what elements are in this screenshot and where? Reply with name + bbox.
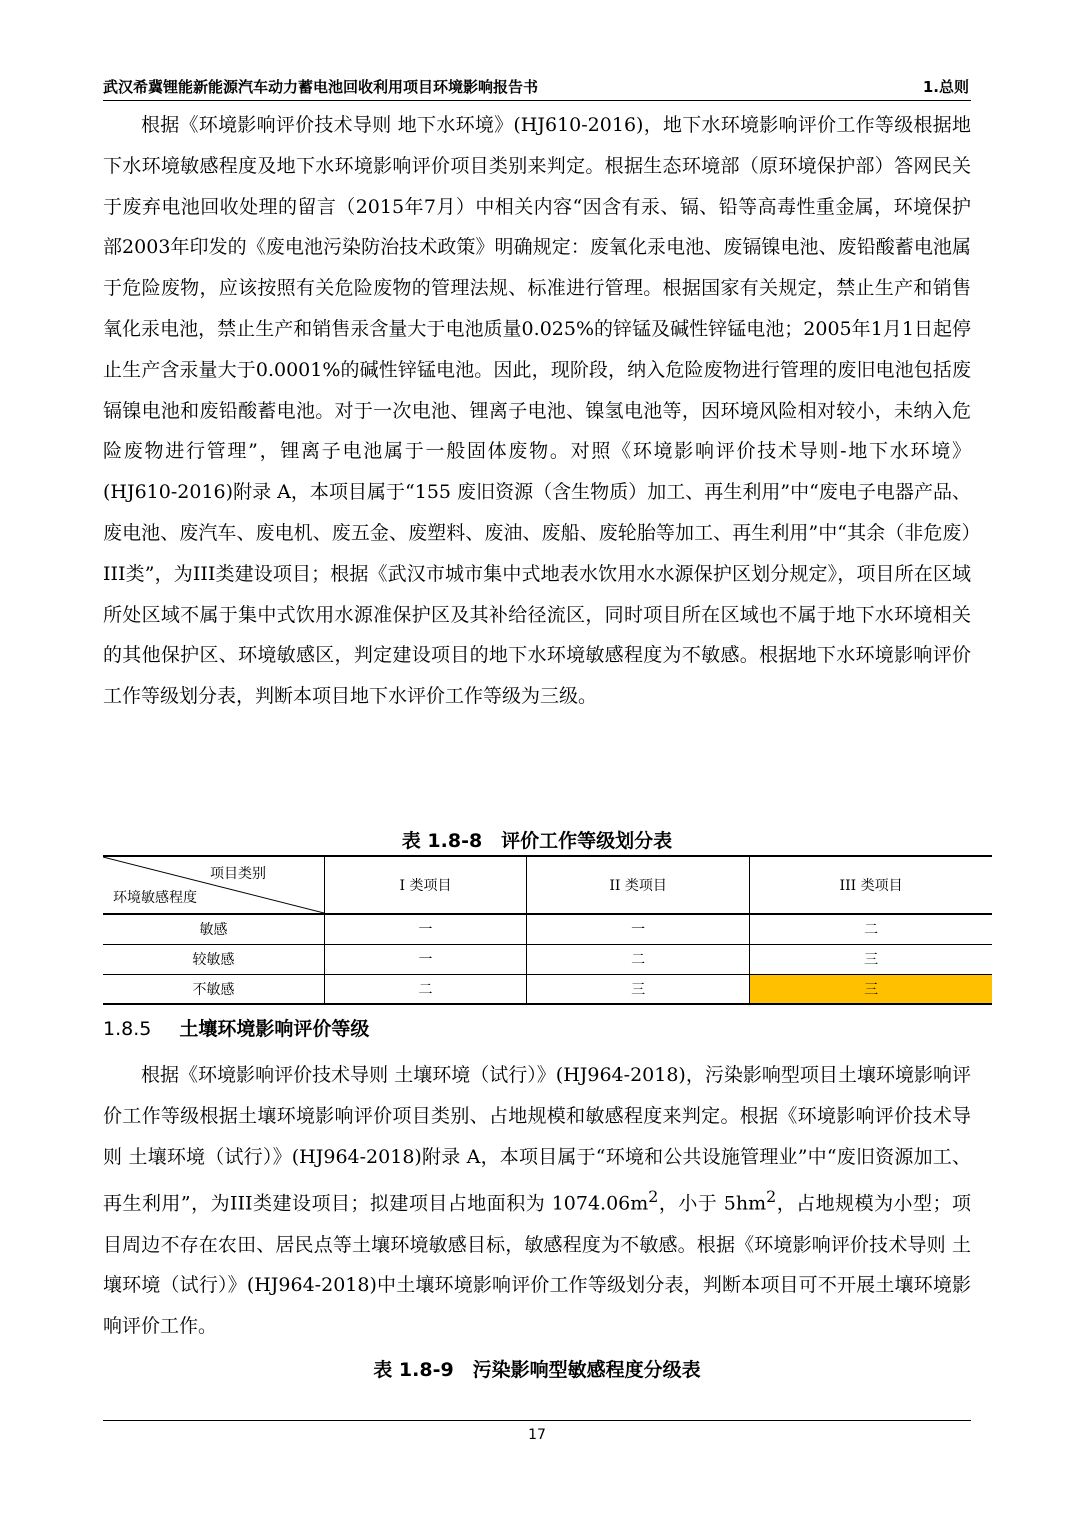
row-label: 不敏感 — [103, 974, 325, 1004]
table-row — [103, 944, 992, 974]
table-caption-1-8-8: 表 1.8-8 评价工作等级划分表 — [401, 830, 673, 852]
table-cell: 三 — [750, 944, 992, 974]
page-header — [103, 72, 971, 101]
corner-label-category: 项目类别 — [210, 866, 266, 882]
page-number: 17 — [528, 1427, 546, 1443]
table-caption-1-8-9: 表 1.8-9 污染影响型敏感程度分级表 — [373, 1359, 701, 1381]
table-cell: 二 — [527, 944, 750, 974]
table-cell: 二 — [325, 974, 527, 1004]
soil-paragraph-part-2: ，小于 5hm — [658, 1192, 767, 1215]
column-header: III 类项目 — [750, 856, 992, 914]
section-title: 土壤环境影响评价等级 — [179, 1018, 370, 1040]
diagonal-header-cell — [103, 856, 325, 914]
highlighted-result-cell: 三 — [750, 974, 992, 1004]
superscript-2: 2 — [766, 1187, 777, 1207]
chapter-label: 1.总则 — [922, 78, 969, 96]
table-cell: 一 — [527, 914, 750, 944]
soil-paragraph — [103, 1055, 971, 1347]
table-cell: 三 — [527, 974, 750, 1004]
row-label: 敏感 — [103, 914, 325, 944]
soil-paragraph-part-1: 根据《环境影响评价技术导则 土壤环境（试行）》(HJ964-2018)，污染影响型项目土壤环境影响评价工作等级根据土壤环境影响评价项目类别、占地规模和敏感程度来判定。根据《环境影响评价技术导则 土壤环境（试行）》(HJ964-2018)附录 A，本项目属于“环境和公共设施管理业”中“废旧资源加工、再生利用”，为III类建设项目；拟建项目占地面积为 1074.06m — [103, 1064, 971, 1215]
section-number: 1.8.5 — [103, 1018, 152, 1040]
row-label: 较敏感 — [103, 944, 325, 974]
document-title: 武汉希冀锂能新能源汽车动力蓄电池回收利用项目环境影响报告书 — [103, 78, 539, 96]
page-footer — [103, 1420, 971, 1443]
corner-label-sensitivity: 环境敏感程度 — [113, 890, 197, 906]
table-row — [103, 974, 992, 1004]
table-cell: 一 — [325, 944, 527, 974]
superscript-2: 2 — [648, 1187, 659, 1207]
table-header-row — [103, 856, 992, 914]
soil-paragraph-part-3: ，占地规模为小型；项目周边不存在农田、居民点等土壤环境敏感目标，敏感程度为不敏感。根据《环境影响评价技术导则 土壤环境（试行）》(HJ964-2018)中土壤环境影响评价工作等级划分表，判断本项目可不开展土壤环境影响评价工作。 — [103, 1192, 971, 1338]
table-cell: 二 — [750, 914, 992, 944]
grade-table — [103, 855, 992, 1005]
column-header: I 类项目 — [325, 856, 527, 914]
groundwater-paragraph: 根据《环境影响评价技术导则 地下水环境》(HJ610-2016)，地下水环境影响评价工作等级根据地下水环境敏感程度及地下水环境影响评价项目类别来判定。根据生态环境部（原环境保护部）答网民关于废弃电池回收处理的留言（2015年7月）中相关内容“因含有汞、镉、铅等高毒性重金属，环境保护部2003年印发的《废电池污染防治技术政策》明确规定：废氧化汞电池、废镉镍电池、废铅酸蓄电池属于危险废物，应该按照有关危险废物的管理法规、标准进行管理。根据国家有关规定，禁止生产和销售氧化汞电池，禁止生产和销售汞含量大于电池质量0.025%的锌锰及碱性锌锰电池；2005年1月1日起停止生产含汞量大于0.0001%的碱性锌锰电池。因此，现阶段，纳入危险废物进行管理的废旧电池包括废镉镍电池和废铅酸蓄电池。对于一次电池、锂离子电池、镍氢电池等，因环境风险相对较小，未纳入危险废物进行管理”，锂离子电池属于一般固体废物。对照《环境影响评价技术导则-地下水环境》(HJ610-2016)附录 A，本项目属于“155 废旧资源（含生物质）加工、再生利用”中“废电子电器产品、废电池、废汽车、废电机、废五金、废塑料、废油、废船、废轮胎等加工、再生利用”中“其余（非危废）III类”，为III类建设项目；根据《武汉市城市集中式地表水饮用水水源保护区划分规定》，项目所在区域所处区域不属于集中式饮用水源准保护区及其补给径流区，同时项目所在区域也不属于地下水环境相关的其他保护区、环境敏感区，判定建设项目的地下水环境敏感程度为不敏感。根据地下水环境影响评价工作等级划分表，判断本项目地下水评价工作等级为三级。 — [103, 114, 971, 708]
table-cell: 一 — [325, 914, 527, 944]
section-heading — [103, 1014, 369, 1041]
column-header: II 类项目 — [527, 856, 750, 914]
table-row — [103, 914, 992, 944]
